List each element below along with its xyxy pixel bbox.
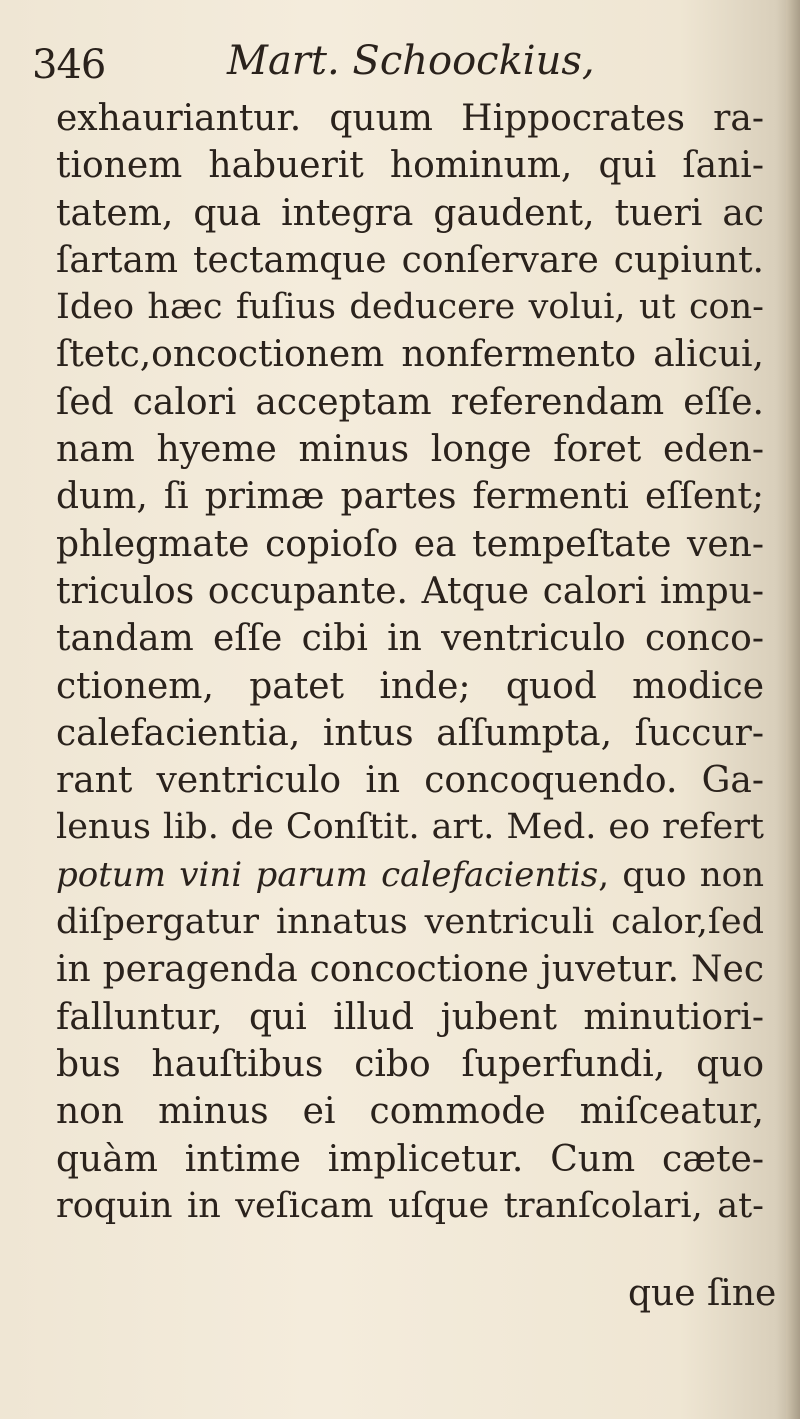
text-line: in peragenda concoctione juvetur. Nec — [56, 949, 764, 991]
running-head: Mart. Schoockius, — [227, 38, 595, 84]
text-line-italic — [56, 852, 764, 899]
text-line: quàm intime implicetur. Cum cæte- — [56, 1138, 764, 1180]
text-line: roquin in veſicam uſque tranſcolari, at- — [56, 1185, 764, 1226]
text-line: dum, ſi primæ partes fermenti eſſent; — [56, 476, 764, 518]
text-line: Ideo hæc fuſius deducere volui, ut con- — [56, 287, 764, 328]
catchword: que ſine — [628, 1273, 777, 1314]
page-edge — [786, 0, 800, 1419]
text-line: nam hyeme minus longe foret eden- — [56, 429, 764, 471]
body-text — [56, 95, 764, 1230]
text-line: exhauriantur. quum Hippocrates ra- — [56, 98, 764, 139]
text-line: diſpergatur innatus ventriculi calor,ſed — [56, 902, 764, 943]
text-line: tandam eſſe cibi in ventriculo conco- — [56, 618, 764, 660]
text-line: non minus ei commode miſceatur, — [56, 1091, 764, 1133]
text-line: calefacientia, intus aſſumpta, ſuccur- — [56, 712, 764, 754]
page-number: 346 — [32, 42, 106, 88]
text-line: ſed calori acceptam referendam eſſe. — [56, 381, 764, 423]
italic-quote: potum vini parum calefacientis — [56, 854, 599, 895]
text-line: ſtetc,oncoctionem nonfermento alicui, — [56, 334, 764, 376]
text-line: lenus lib. de Conſtit. art. Med. eo refert — [56, 807, 764, 848]
text-line: tatem, qua integra gaudent, tueri ac — [56, 192, 764, 234]
page-header — [32, 36, 732, 96]
roman-continuation: , quo non — [598, 854, 764, 895]
text-line: falluntur, qui illud jubent minutiori- — [56, 996, 764, 1038]
text-line: bus hauſtibus cibo ſuperfundi, quo — [56, 1043, 764, 1085]
text-line: phlegmate copioſo ea tempeſtate ven- — [56, 523, 764, 565]
text-line: ſartam tectamque conſervare cupiunt. — [56, 239, 764, 281]
text-line: rant ventriculo in concoquendo. Ga- — [56, 760, 764, 802]
text-line: triculos occupante. Atque calori impu- — [56, 570, 764, 612]
text-line: ctionem, patet inde; quod modice — [56, 665, 764, 707]
text-line: tionem habuerit hominum, qui ſani- — [56, 145, 764, 187]
